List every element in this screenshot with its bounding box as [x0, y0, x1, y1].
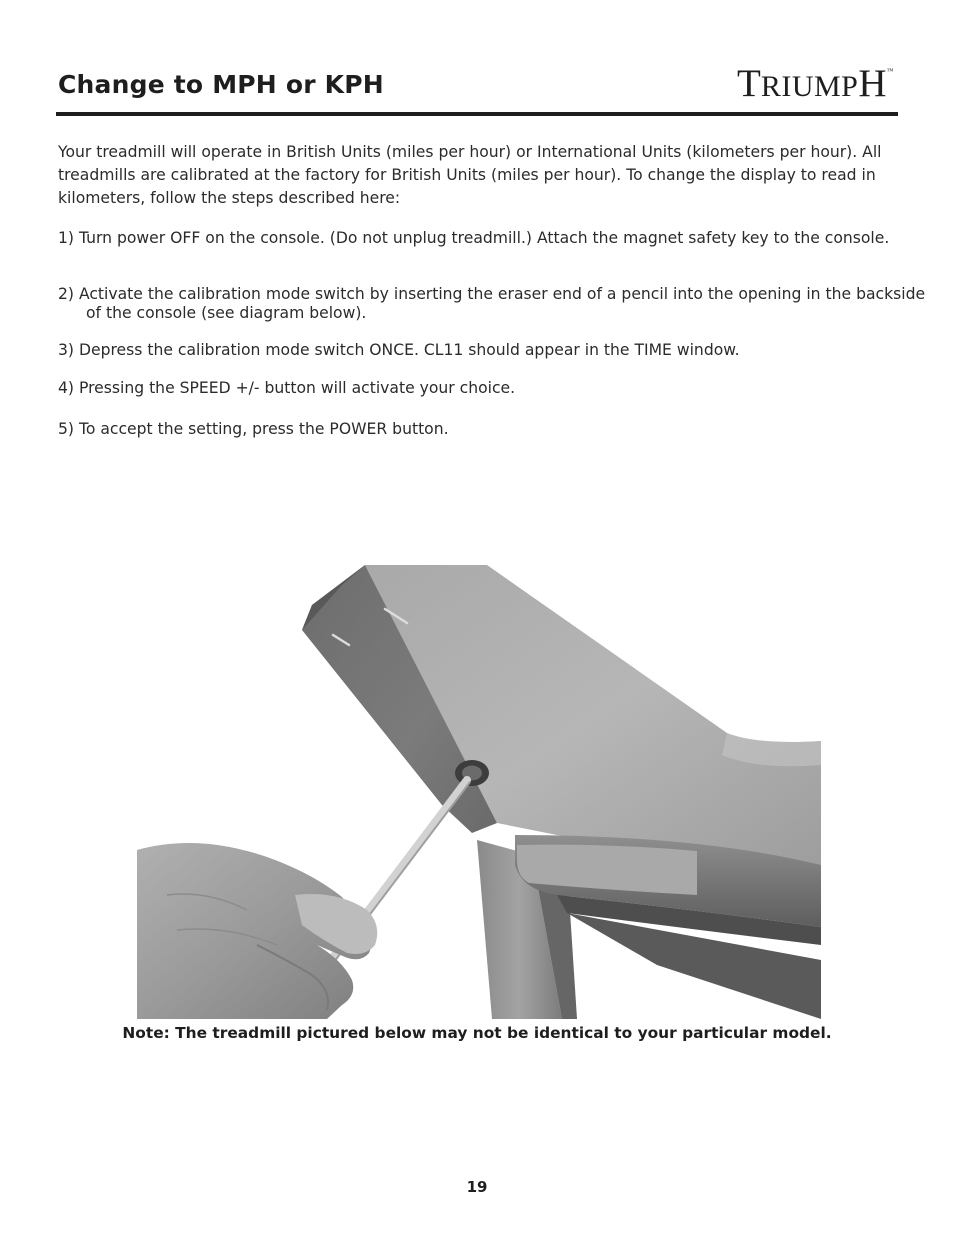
- header-divider: [56, 112, 898, 116]
- triumph-logo: [737, 64, 893, 103]
- page-title: Change to MPH or KPH: [58, 70, 384, 99]
- step-4: 4) Pressing the SPEED +/- button will activate your choice.: [58, 379, 516, 397]
- step-1: 1) Turn power OFF on the console. (Do not unplug treadmill.) Attach the magnet safety key to the console.: [58, 229, 890, 247]
- step-5: 5) To accept the setting, press the POWER button.: [58, 420, 449, 438]
- step-3: 3) Depress the calibration mode switch ONCE. CL11 should appear in the TIME window.: [58, 341, 740, 359]
- intro-paragraph: Your treadmill will operate in British Units (miles per hour) or International Units (kilometers per hour). All treadmills are calibrated at the factory for British Units (miles per hour). To change the display to read in kilometers, follow the steps described here:: [58, 143, 882, 207]
- console-photo: [137, 565, 821, 1019]
- logo-letter-t: T: [737, 62, 761, 105]
- model-note: Note: The treadmill pictured below may not be identical to your particular model.: [122, 1024, 832, 1042]
- page-number: 19: [466, 1178, 488, 1196]
- logo-letter-h: H: [858, 62, 887, 105]
- logo-letters: RIUMP: [760, 70, 859, 103]
- trademark-symbol: ™: [886, 67, 894, 75]
- calibration-switch-hole: [455, 760, 489, 786]
- step-2: 2) Activate the calibration mode switch by inserting the eraser end of a pencil into the opening in the backside of the console (see diagram below).: [58, 285, 926, 322]
